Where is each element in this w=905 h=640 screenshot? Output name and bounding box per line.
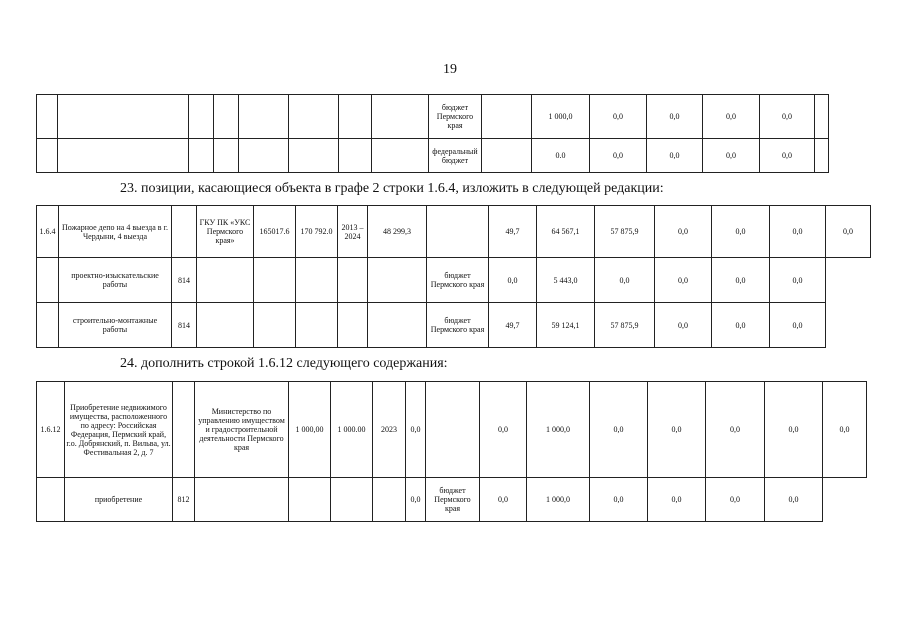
value-cell: 0,0 <box>648 478 706 522</box>
object-table-1-6-12 <box>36 381 867 522</box>
value-cell: 49,7 <box>489 303 537 348</box>
value-cell: 0,0 <box>655 303 712 348</box>
continuation-table <box>36 94 829 173</box>
table-row <box>37 382 867 478</box>
value-cell: 59 124,1 <box>537 303 595 348</box>
period-cell: 2013 – 2024 <box>338 206 368 258</box>
page-number: 19 <box>443 62 457 77</box>
value-cell: 1 000,00 <box>289 382 331 478</box>
value-cell: 1 000,0 <box>527 478 590 522</box>
source-cell: бюджет Пермского края <box>426 478 480 522</box>
value-cell: 1 000.00 <box>331 382 373 478</box>
value-cell: 0,0 <box>826 206 871 258</box>
work-type: приобретение <box>65 478 173 522</box>
value-cell: 0,0 <box>712 206 770 258</box>
value-cell: 0,0 <box>770 303 826 348</box>
value-cell: 0,0 <box>712 303 770 348</box>
value-cell: 0,0 <box>655 206 712 258</box>
value-cell: 0,0 <box>760 95 815 139</box>
value-cell: 0.0 <box>532 139 590 173</box>
section-heading-23: 23. позиции, касающиеся объекта в графе 2 строки 1.6.4, изложить в следующей редакции: <box>120 181 664 196</box>
value-cell: 0,0 <box>703 139 760 173</box>
value-cell: 170 792.0 <box>296 206 338 258</box>
value-cell: 48 299,3 <box>368 206 427 258</box>
object-name: Приобретение недвижимого имущества, расположенного по адресу: Российская Федерация, Пермский край, г.о. Добрянский, п. Вильва, ул. Фестивальная 2, д. 7 <box>65 382 173 478</box>
value-cell: 0,0 <box>480 478 527 522</box>
value-cell: 0,0 <box>823 382 867 478</box>
value-cell: 57 875,9 <box>595 303 655 348</box>
row-number: 1.6.12 <box>37 382 65 478</box>
value-cell: 0,0 <box>590 382 648 478</box>
section-heading-24: 24. дополнить строкой 1.6.12 следующего содержания: <box>120 356 448 371</box>
value-cell: 0,0 <box>590 95 647 139</box>
value-cell: 0,0 <box>706 382 765 478</box>
value-cell: 0,0 <box>760 139 815 173</box>
code-cell: 812 <box>173 478 195 522</box>
value-cell: 0,0 <box>647 139 703 173</box>
source-cell: бюджет Пермского края <box>427 258 489 303</box>
row-number: 1.6.4 <box>37 206 59 258</box>
value-cell: 0,0 <box>712 258 770 303</box>
value-cell: 1 000,0 <box>527 382 590 478</box>
work-type: проектно-изыскательские работы <box>59 258 172 303</box>
object-name: Пожарное депо на 4 выезда в г. Чердыни, 4 выезда <box>59 206 172 258</box>
value-cell: 0,0 <box>703 95 760 139</box>
value-cell: 0,0 <box>770 258 826 303</box>
source-cell: бюджет Пермского края <box>427 303 489 348</box>
value-cell: 64 567,1 <box>537 206 595 258</box>
value-cell: 0,0 <box>480 382 527 478</box>
value-cell: 0,0 <box>647 95 703 139</box>
value-cell: 0,0 <box>655 258 712 303</box>
value-cell: 49,7 <box>489 206 537 258</box>
value-cell: 0,0 <box>406 478 426 522</box>
code-cell: 814 <box>172 303 197 348</box>
value-cell: 0,0 <box>406 382 426 478</box>
value-cell: 5 443,0 <box>537 258 595 303</box>
table-row <box>37 95 829 139</box>
table-row <box>37 139 829 173</box>
table-row <box>37 258 871 303</box>
value-cell: 0,0 <box>590 139 647 173</box>
table-row <box>37 206 871 258</box>
customer-name: ГКУ ПК «УКС Пермского края» <box>197 206 254 258</box>
value-cell: 0,0 <box>590 478 648 522</box>
value-cell: 57 875,9 <box>595 206 655 258</box>
value-cell: 0,0 <box>595 258 655 303</box>
value-cell: 1 000,0 <box>532 95 590 139</box>
value-cell: 0,0 <box>765 382 823 478</box>
source-cell: федеральный бюджет <box>429 139 482 173</box>
period-cell: 2023 <box>373 382 406 478</box>
value-cell: 165017.6 <box>254 206 296 258</box>
code-cell: 814 <box>172 258 197 303</box>
table-row <box>37 303 871 348</box>
work-type: строительно-монтажные работы <box>59 303 172 348</box>
table-row <box>37 478 867 522</box>
object-table-1-6-4 <box>36 205 871 348</box>
value-cell: 0,0 <box>648 382 706 478</box>
customer-name: Министерство по управлению имуществом и градостроительной деятельности Пермского края <box>195 382 289 478</box>
value-cell: 0,0 <box>770 206 826 258</box>
source-cell: бюджет Пермского края <box>429 95 482 139</box>
value-cell: 0,0 <box>489 258 537 303</box>
value-cell: 0,0 <box>765 478 823 522</box>
value-cell: 0,0 <box>706 478 765 522</box>
